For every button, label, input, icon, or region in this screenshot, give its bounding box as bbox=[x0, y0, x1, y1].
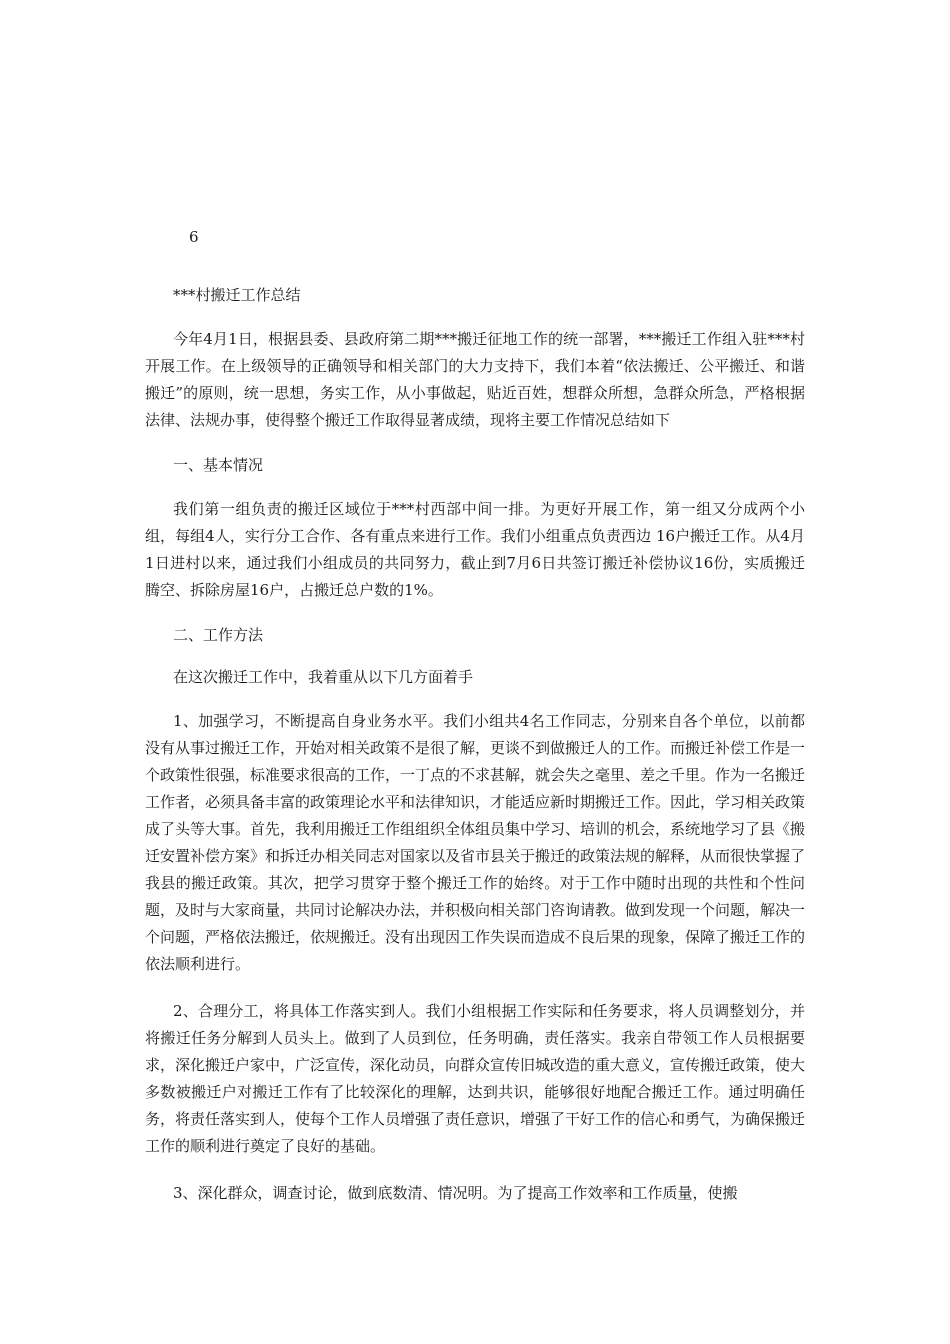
method-item-2: 2、合理分工，将具体工作落实到人。我们小组根据工作实际和任务要求，将人员调整划分，并将搬迁任务分解到人员头上。做到了人员到位，任务明确，责任落实。我亲自带领工作人员根据要求，深化搬迁户家中，广泛宣传，深化动员，向群众宣传旧城改造的重大意义，宣传搬迁政策，使大多数被搬迁户对搬迁工作有了比较深化的理解，达到共识，能够很好地配合搬迁工作。通过明确任务，将责任落实到人，使每个工作人员增强了责任意识，增强了干好工作的信心和勇气，为确保搬迁工作的顺利进行奠定了良好的基础。 bbox=[145, 1002, 806, 1155]
method-item-1: 1、加强学习，不断提高自身业务水平。我们小组共4名工作同志，分别来自各个单位，以前都没有从事过搬迁工作，开始对相关政策不是很了解，更谈不到做搬迁人的工作。而搬迁补偿工作是一个政策性很强，标准要求很高的工作，一丁点的不求甚解，就会失之毫里、差之千里。作为一名搬迁工作者，必须具备丰富的政策理论水平和法律知识，才能适应新时期搬迁工作。因此，学习相关政策成了头等大事。首先，我利用搬迁工作组组织全体组员集中学习、培训的机会，系统地学习了县《搬迁安置补偿方案》和拆迁办相关同志对国家以及省市县关于搬迁的政策法规的解释，从而很快掌握了我县的搬迁政策。其次，把学习贯穿于整个搬迁工作的始终。对于工作中随时出现的共性和个性问题，及时与大家商量，共同讨论解决办法，并积极向相关部门咨询请教。做到发现一个问题，解决一个问题，严格依法搬迁，依规搬迁。没有出现因工作失误而造成不良后果的现象，保障了搬迁工作的依法顺利进行。 bbox=[145, 712, 806, 973]
basic-situation-paragraph: 我们第一组负责的搬迁区域位于***村西部中间一排。为更好开展工作，第一组又分成两个小组，每组4人，实行分工合作、各有重点来进行工作。我们小组重点负责西边 16户搬迁工作。从4月1日进村以来，通过我们小组成员的共同努力，截止到7月6日共签订搬迁补偿协议16份，实质搬迁腾空、拆除房屋16户，占搬迁总户数的1%。 bbox=[145, 500, 805, 599]
page-number: 6 bbox=[189, 228, 199, 246]
section-heading-methods: 二、工作方法 bbox=[173, 626, 264, 644]
section-heading-basic: 一、基本情况 bbox=[173, 456, 264, 474]
document-title: ***村搬迁工作总结 bbox=[173, 286, 301, 304]
methods-lead-paragraph: 在这次搬迁工作中，我着重从以下几方面着手 bbox=[173, 668, 474, 686]
document-body bbox=[145, 226, 805, 1227]
method-item-3: 3、深化群众，调查讨论，做到底数清、情况明。为了提高工作效率和工作质量，使搬 bbox=[173, 1184, 738, 1202]
intro-paragraph: 今年4月1日，根据县委、县政府第二期***搬迁征地工作的统一部署，***搬迁工作组入驻***村开展工作。在上级领导的正确领导和相关部门的大力支持下，我们本着“依法搬迁、公平搬迁、和谐搬迁”的原则，统一思想，务实工作，从小事做起，贴近百姓，想群众所想，急群众所急，严格根据法律、法规办事，使得整个搬迁工作取得显著成绩，现将主要工作情况总结如下 bbox=[145, 330, 805, 429]
